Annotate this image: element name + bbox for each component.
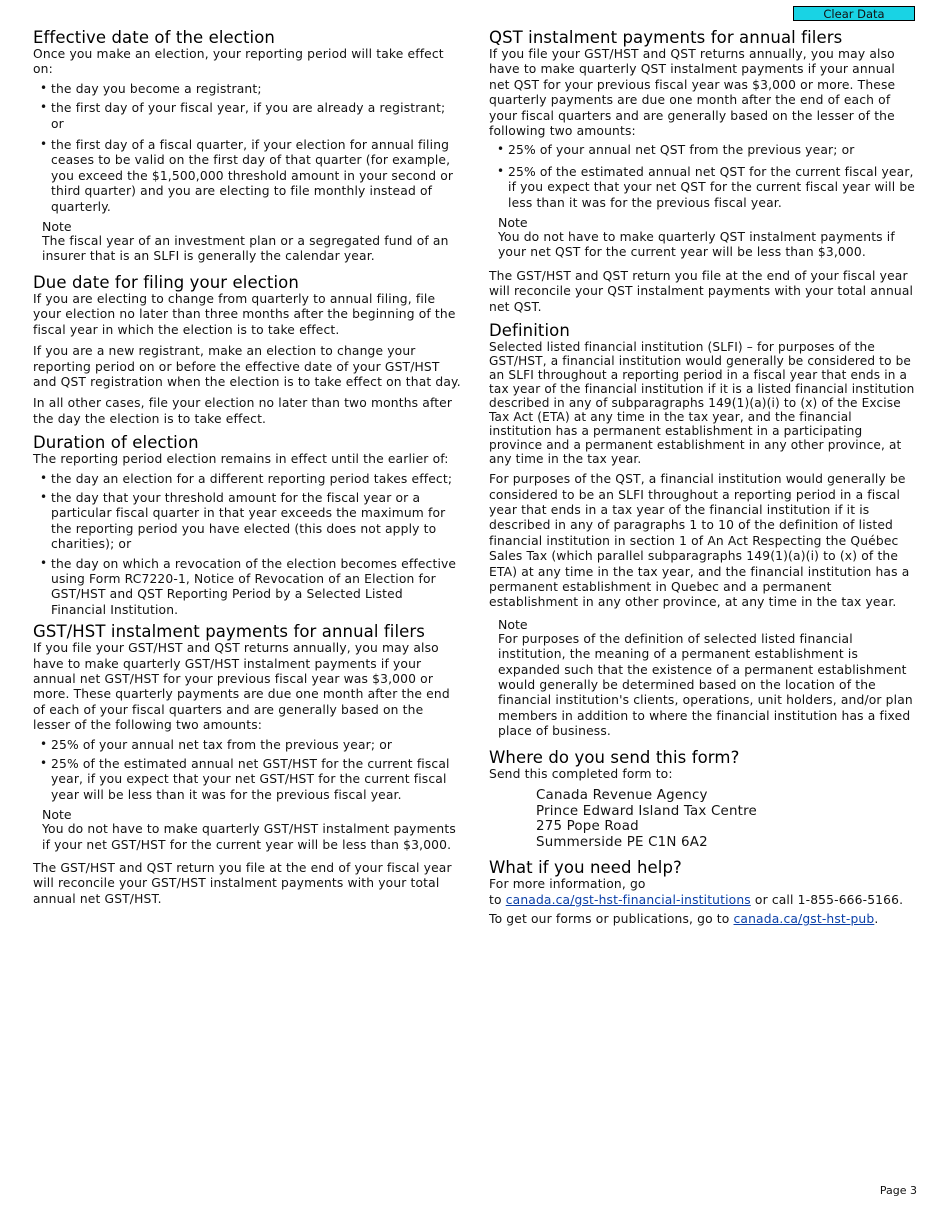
note-title: Note (42, 807, 72, 823)
gst-hst-financial-institutions-link[interactable]: canada.ca/gst-hst-financial-institutions (505, 892, 751, 907)
mailing-address (489, 788, 917, 850)
list-item: • 25% of your annual net QST from the previous year; or (497, 142, 855, 158)
effective-date-heading: Effective date of the election (33, 28, 275, 47)
send-intro: Send this completed form to: (489, 766, 673, 781)
clear-data-button[interactable]: Clear Data (793, 6, 915, 21)
list-item: • 25% of the estimated annual net GST/HST for the current fiscal year, if you expect that your net GST/HST for the current fiscal year will be less than it was for the previous fiscal year. (40, 756, 450, 802)
effective-date-intro: Once you make an election, your reporting period will take effect on: (33, 47, 444, 77)
list-item: • the day on which a revocation of the election becomes effective using Form RC7220-1, Notice of Revocation of an Election for GST/HST and QST Reporting Period by a Selected Listed Financial Institution. (40, 555, 457, 617)
help-heading: What if you need help? (489, 858, 682, 878)
effective-date-section (33, 28, 461, 265)
bullet-icon: • (497, 142, 505, 157)
list-item: • the day an election for a different reporting period takes effect; (40, 470, 453, 486)
help-contact (489, 877, 917, 908)
list-item: • 25% of the estimated annual net QST for the current fiscal year, if you expect that your net QST for the current fiscal year will be less than it was for the previous fiscal year. (497, 163, 916, 210)
note-text: You do not have to make quarterly QST instalment payments if your net QST for the current year will be less than $3,000. (498, 230, 895, 260)
page-number: Page 3 (879, 1184, 917, 1197)
effective-date-note (33, 219, 461, 265)
qst-instalment-note (489, 215, 917, 261)
note-text: For purposes of the definition of selected listed financial institution, the meaning of a permanent establishment is expanded such that the existence of a permanent establishment would generally be determined based on the location of the financial institution's clients, operations, unit holders, and/or plan members in addition to where the financial institution has a fixed place of business. (498, 631, 913, 739)
address-line: 275 Pope Road (536, 819, 639, 835)
bullet-icon: • (497, 163, 505, 178)
qst-instalment-intro: If you file your GST/HST and QST returns annually, you may also have to make quarterly QST instalment payments if your annual net QST for your previous fiscal year was $3,000 or more. These quarterly payments are due one month after the end of each of your fiscal quarters and are generally based on the lesser of the following two amounts: (489, 47, 896, 139)
due-date-paragraph-1: If you are electing to change from quarterly to annual filing, file your election no later than three months after the beginning of the fiscal year in which the election is to take effect. (33, 291, 456, 337)
address-line: Canada Revenue Agency (536, 788, 708, 803)
note-title: Note (42, 219, 72, 235)
help-text: To get our forms or publications, go to (489, 912, 734, 927)
due-date-paragraph-3: In all other cases, file your election no later than two months after the day the election is to take effect. (33, 396, 453, 426)
address-line: Prince Edward Island Tax Centre (536, 803, 757, 819)
definition-heading: Definition (489, 321, 570, 341)
definition-section (489, 321, 917, 740)
definition-paragraph-2: For purposes of the QST, a financial institution would generally be considered to be an SLFI throughout a reporting period in a fiscal year that ends in a tax year of the financial institution if it is described in any of paragraphs 1 to 10 of the definition of listed financial institution in section 1 of An Act Respecting the Québec Sales Tax (which parallel subparagraphs 149(1)(a)(i) to (x) of the ETA) at any time in the tax year, and the financial institution has a permanent establishment in Quebec and a permanent establishment in any other province, at any time in the tax year. (489, 472, 910, 610)
gst-instalment-note (33, 807, 461, 853)
left-column (33, 28, 461, 913)
bullet-icon: • (40, 100, 48, 115)
note-text: The fiscal year of an investment plan or a segregated fund of an insurer that is an SLFI is generally the calendar year. (42, 234, 449, 264)
send-section (489, 748, 917, 851)
note-title: Note (498, 215, 528, 231)
note-text: You do not have to make quarterly GST/HST instalment payments if your net GST/HST for the current year will be less than $3,000. (42, 822, 456, 852)
definition-paragraph-1: Selected listed financial institution (SLFI) – for purposes of the GST/HST, a financial institution would generally be considered to be an SLFI throughout a reporting period in a fiscal year that ends in a tax year of the financial institution if it is a listed financial institution described in any of subparagraphs 149(1)(a)(i) to (x) of the Excise Tax Act (ETA) at any time in the tax year, and the financial institution has a permanent establishment in a participating province and a permanent establishment in any other province, at any time in the tax year. (489, 340, 915, 467)
list-item: • 25% of your annual net tax from the previous year; or (40, 736, 393, 752)
list-item: • the first day of your fiscal year, if you are already a registrant; or (40, 100, 446, 131)
definition-note (489, 617, 917, 740)
duration-list (33, 472, 461, 619)
gst-instalment-closing: The GST/HST and QST return you file at the end of your fiscal year will reconcile your GST/HST instalment payments with your total annual net GST/HST. (33, 861, 452, 906)
list-item: • the day that your threshold amount for the fiscal year or a particular fiscal quarter in that year exceeds the maximum for the reporting period you have elected (this does not apply to charities); or (40, 489, 446, 552)
duration-heading: Duration of election (33, 433, 199, 453)
help-section (489, 858, 917, 927)
duration-intro: The reporting period election remains in effect until the earlier of: (33, 452, 449, 467)
list-item: • the first day of a fiscal quarter, if your election for annual filing ceases to be valid on the first day of that quarter (for example, you exceed the $1,500,000 threshold amount in your second or third quarter) and you are electing to file monthly instead of quarterly. (40, 137, 454, 214)
bullet-icon: • (40, 756, 48, 771)
bullet-icon: • (40, 470, 48, 485)
effective-date-list (33, 82, 461, 215)
qst-instalment-section (489, 28, 917, 315)
due-date-section (33, 273, 461, 427)
due-date-paragraph-2: If you are a new registrant, make an election to change your reporting period on or before the effective date of your GST/HST and QST registration when the election is to take effect on that day. (33, 344, 461, 389)
due-date-heading: Due date for filing your election (33, 272, 299, 292)
bullet-icon: • (40, 555, 48, 570)
help-text: For more information, go (489, 877, 646, 892)
list-item: • the day you become a registrant; (40, 80, 262, 96)
help-text: to (489, 892, 506, 907)
bullet-icon: • (40, 80, 48, 95)
bullet-icon: • (40, 736, 48, 751)
qst-instalment-heading: QST instalment payments for annual filers (489, 28, 843, 47)
qst-instalment-list (489, 143, 917, 211)
gst-instalment-list (33, 738, 461, 804)
gst-instalment-heading: GST/HST instalment payments for annual filers (33, 622, 426, 642)
help-forms (489, 912, 917, 927)
help-text: . (874, 912, 879, 927)
qst-instalment-closing: The GST/HST and QST return you file at the end of your fiscal year will reconcile your QST instalment payments with your total annual net QST. (489, 268, 914, 314)
gst-instalment-intro: If you file your GST/HST and QST returns annually, you may also have to make quarterly GST/HST instalment payments if your annual net GST/HST for your previous fiscal year was $3,000 or more. These quarterly payments are due one month after the end of each of your fiscal quarters and are generally based on the lesser of the following two amounts: (33, 641, 450, 733)
gst-instalment-section (33, 622, 461, 907)
address-line: Summerside PE C1N 6A2 (536, 834, 708, 850)
right-column (489, 28, 917, 934)
note-title: Note (498, 616, 528, 632)
bullet-icon: • (40, 137, 48, 152)
gst-hst-pub-link[interactable]: canada.ca/gst-hst-pub (733, 912, 875, 927)
duration-section (33, 433, 461, 618)
send-heading: Where do you send this form? (489, 747, 740, 767)
help-text: or call 1-855-666-5166. (750, 892, 904, 907)
bullet-icon: • (40, 489, 48, 504)
